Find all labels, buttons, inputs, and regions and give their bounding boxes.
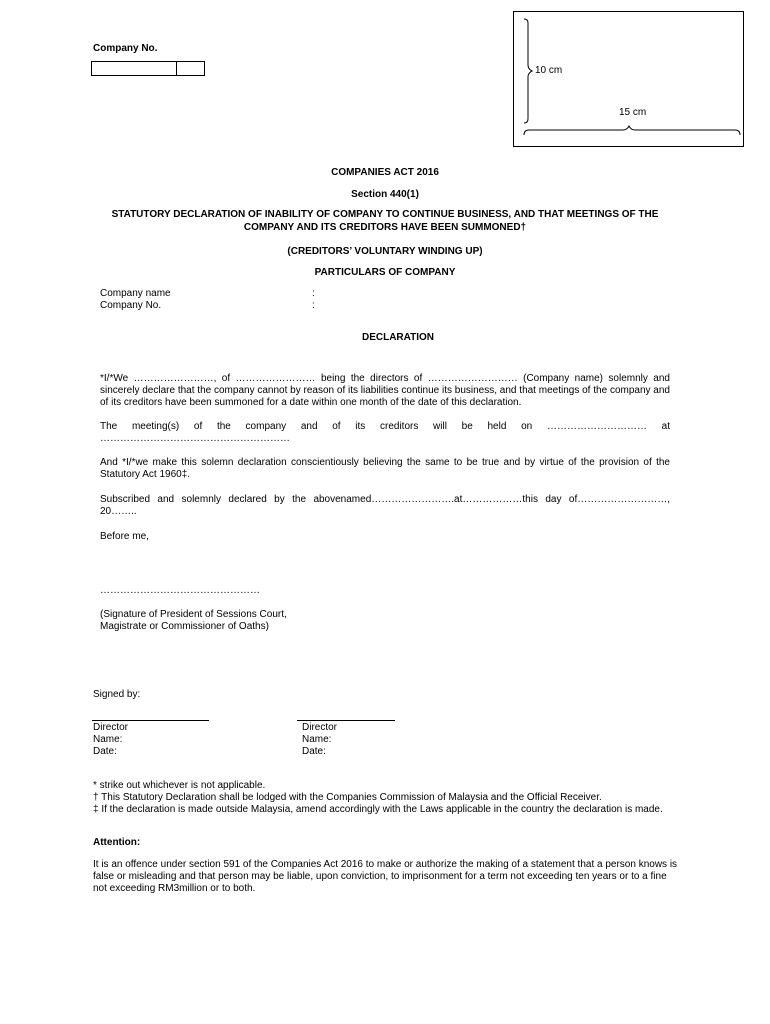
signed-by-label: Signed by: — [93, 689, 141, 700]
attention-text: It is an offence under section 591 of the Companies Act 2016 to make or authorize the making of a statement that a person knows is false or misleading and that person may be liable, upon conviction, to imprisonment for a term not exceeding ten years or to a fine not exceeding RM3million or to both. — [93, 859, 678, 895]
director-2-date-label: Date: — [302, 746, 326, 758]
company-no-label: Company No. — [93, 43, 158, 54]
commissioner-signature-line: ………………………………………… — [100, 585, 260, 596]
particulars-company-no-colon: : — [312, 300, 315, 311]
footnote-lodged: † This Statutory Declaration shall be lodged with the Companies Commission of Malaysia and the Official Receiver. — [93, 792, 602, 804]
particulars-company-no-label: Company No. — [100, 300, 162, 311]
signature-caption-line1: (Signature of President of Sessions Court, — [100, 609, 287, 620]
director-1-signature-line — [92, 720, 209, 721]
signature-caption-line2: Magistrate or Commissioner of Oaths) — [100, 621, 269, 633]
footnote-outside-malaysia: ‡ If the declaration is made outside Malaysia, amend accordingly with the Laws applicable in the country the declaration is made. — [93, 804, 663, 816]
declaration-heading — [93, 209, 677, 234]
particulars-company-name-label: Company name — [100, 288, 171, 299]
subscribed-paragraph: Subscribed and solemnly declared by the abovenamed…………………….at………………this day of………………………, 20…….. — [100, 494, 670, 518]
particulars-title: PARTICULARS OF COMPANY — [314, 267, 456, 278]
footnote-strike-out: * strike out whichever is not applicable. — [93, 780, 266, 791]
solemn-declaration-paragraph: And *I/*we make this solemn declaration conscientiously believing the same to be true and by virtue of the provision of the Statutory Act 1960‡. — [100, 457, 670, 481]
declaration-heading-line1: STATUTORY DECLARATION OF INABILITY OF COMPANY TO CONTINUE BUSINESS, AND THAT MEETINGS OF THE — [111, 209, 659, 220]
director-1-date-label: Date: — [93, 746, 117, 758]
director-1-title: Director — [93, 722, 129, 733]
director-1-block — [93, 722, 128, 759]
meeting-paragraph: The meeting(s) of the company and of its creditors will be held on ………………………… at ………………………………………………… — [100, 421, 670, 445]
before-me-label: Before me, — [100, 531, 149, 542]
declaration-title: DECLARATION — [361, 332, 435, 343]
footnotes — [93, 780, 693, 817]
attention-title: Attention: — [93, 837, 141, 848]
particulars-company-name-colon: : — [312, 288, 315, 299]
director-2-block — [302, 722, 337, 759]
director-2-signature-line — [297, 720, 395, 721]
winding-up-title: (CREDITORS’ VOLUNTARY WINDING UP) — [287, 246, 483, 257]
dimension-braces — [513, 11, 744, 147]
director-1-name-label: Name: — [93, 734, 123, 746]
stamp-height-label: 10 cm — [535, 65, 563, 76]
declaration-heading-line2: COMPANY AND ITS CREDITORS HAVE BEEN SUMMONED† — [243, 221, 527, 233]
company-no-box[interactable] — [91, 61, 205, 76]
declaration-paragraph-1: *I/*We ……………………, of …………………… being the directors of ……………………… (Company name) solemnly and sincerely declare that the company cannot by reason of its liabilities continue its business, and that meetings of the company and of its creditors have been summoned for a date within one month of the date of this declaration. — [100, 373, 670, 409]
act-title: COMPANIES ACT 2016 — [331, 167, 439, 178]
director-2-name-label: Name: — [302, 734, 332, 746]
commissioner-signature-caption — [100, 609, 287, 633]
company-no-box-divider — [176, 62, 177, 75]
section-title: Section 440(1) — [351, 189, 419, 200]
stamp-width-label: 15 cm — [619, 107, 647, 118]
director-2-title: Director — [302, 722, 338, 733]
